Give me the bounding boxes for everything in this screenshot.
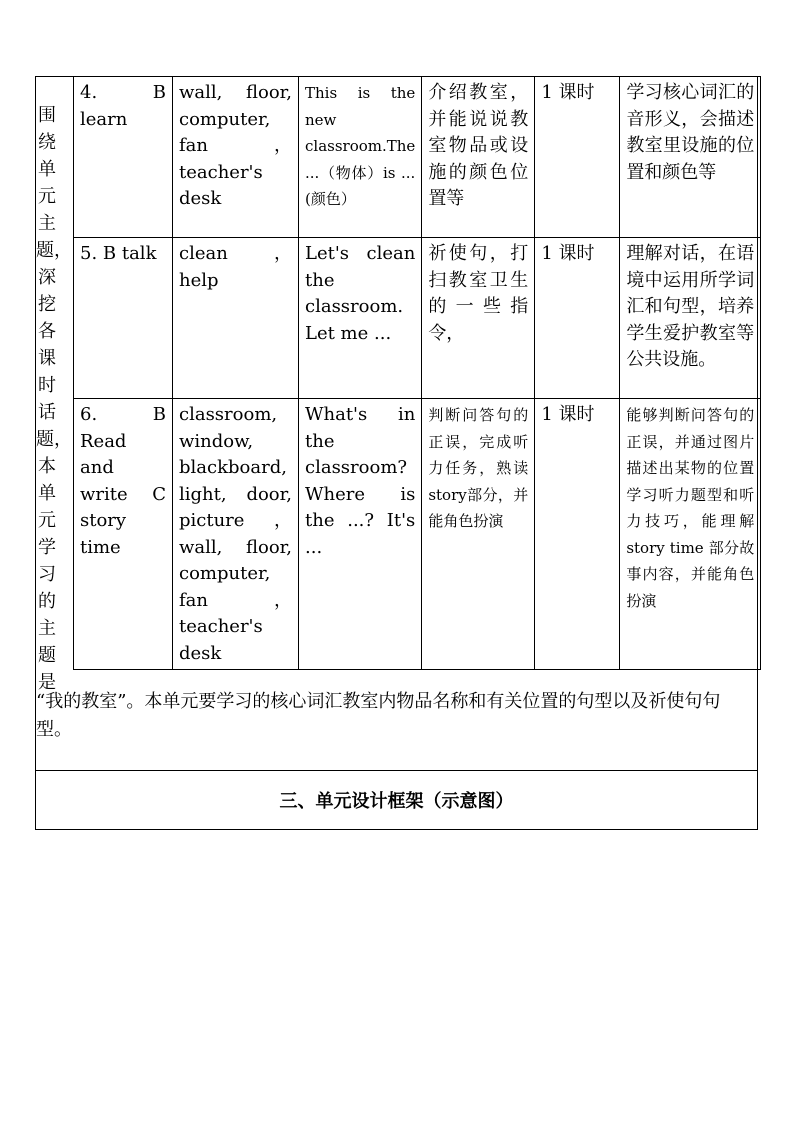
side-char: 题 <box>38 645 56 666</box>
sentence-cell: This is the new classroom.The ...（物体）is ...(颜色） <box>299 77 422 238</box>
hours-cell: 1 课时 <box>535 77 620 238</box>
vocab-cell: clean ， help <box>173 238 299 399</box>
side-char: 本 <box>38 456 56 477</box>
lesson-table <box>73 76 761 670</box>
side-label <box>36 102 72 696</box>
lesson-cell: 4. B learn <box>74 77 173 238</box>
section-heading: 三、单元设计框架（示意图） <box>279 791 514 812</box>
side-char: 深 <box>38 267 56 288</box>
side-char: 话 <box>38 402 56 423</box>
side-char: 单 <box>38 483 56 504</box>
vocab-cell: classroom, window, blackboard, light, door, picture ， wall, floor, computer, fan，teacher's desk <box>173 399 299 670</box>
table-row <box>74 77 761 238</box>
table-row <box>74 238 761 399</box>
lesson-cell: 6. B Read and write C story time <box>74 399 173 670</box>
goal-cell: 能够判断问答句的正误，并通过图片描述出某物的位置学习听力题型和听力技巧，能理解 story time 部分故事内容，并能角色扮演 <box>620 399 761 670</box>
sentence-cell: What's in the classroom? Where is the ...? It's ... <box>299 399 422 670</box>
side-char: 元 <box>38 186 56 207</box>
goal-cell: 学习核心词汇的音形义，会描述教室里设施的位置和颜色等 <box>620 77 761 238</box>
side-char: 元 <box>38 510 56 531</box>
side-char: 单 <box>38 159 56 180</box>
side-char: 是 <box>38 672 56 693</box>
side-char: 时 <box>38 375 56 396</box>
goal-cell: 理解对话，在语境中运用所学词汇和句型，培养学生爱护教室等公共设施。 <box>620 238 761 399</box>
content-cell: 判断问答句的正误，完成听力任务，熟读story部分，并能角色扮演 <box>422 399 535 670</box>
side-char: 挖 <box>38 294 56 315</box>
vocab-cell: wall, floor, computer, fan，teacher's desk <box>173 77 299 238</box>
side-char: 习 <box>38 564 56 585</box>
side-char: 课 <box>38 348 56 369</box>
content-cell: 祈使句，打扫教室卫生的一些指令， <box>422 238 535 399</box>
content-cell: 介绍教室，并能说说教室物品或设施的颜色位置等 <box>422 77 535 238</box>
lesson-cell: 5. B talk <box>74 238 173 399</box>
hours-cell: 1 课时 <box>535 399 620 670</box>
side-char: 学 <box>38 537 56 558</box>
sentence-cell: Let's clean the classroom. Let me ... <box>299 238 422 399</box>
side-char: 主 <box>38 213 56 234</box>
side-char: 题， <box>36 240 72 261</box>
side-char: 围 <box>38 105 56 126</box>
side-char: 题， <box>36 429 72 450</box>
side-char: 的 <box>38 591 56 612</box>
side-char: 各 <box>38 321 56 342</box>
hours-cell: 1 课时 <box>535 238 620 399</box>
side-char: 主 <box>38 618 56 639</box>
side-char: 绕 <box>38 132 56 153</box>
summary-paragraph: “我的教室”。本单元要学习的核心词汇教室内物品名称和有关位置的句型以及祈使句句型。 <box>36 691 721 740</box>
table-row <box>74 399 761 670</box>
